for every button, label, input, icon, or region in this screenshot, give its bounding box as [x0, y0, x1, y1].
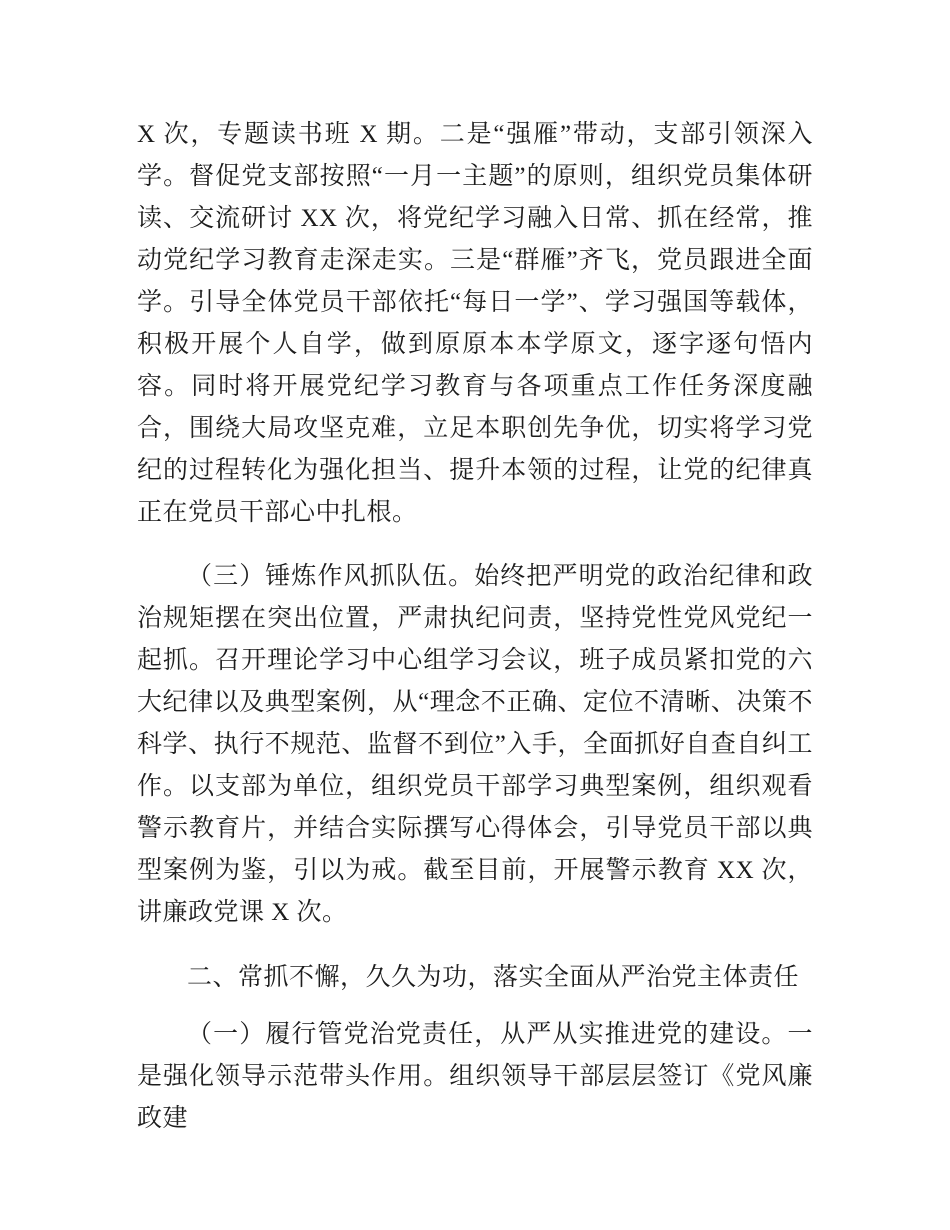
paragraph-subsection-one: （一）履行管党治党责任，从严从实推进党的建设。一是强化领导示范带头作用。组织领导干部层层签订《党风廉政建 [137, 1021, 813, 1132]
paragraph-continuation: X 次，专题读书班 X 期。二是“强雁”带动，支部引领深入学。督促党支部按照“一月一主题”的原则，组织党员集体研读、交流研讨 XX 次，将党纪学习融入日常、抓在经常，推动党纪学习教育走深走实。三是“群雁”齐飞，党员跟进全面学。引导全体党员干部依托“每日一学”、学习强国等载体，积极开展个人自学，做到原原本本学原文，逐字逐句悟内容。同时将开展党纪学习教育与各项重点工作任务深度融合，围绕大局攻坚克难，立足本职创先争优，切实将学习党纪的过程转化为强化担当、提升本领的过程，让党的纪律真正在党员干部心中扎根。 [137, 121, 813, 526]
paragraph-section-three: （三）锤炼作风抓队伍。始终把严明党的政治纪律和政治规矩摆在突出位置，严肃执纪问责，坚持党性党风党纪一起抓。召开理论学习中心组学习会议，班子成员紧扣党的六大纪律以及典型案例，从“理念不正确、定位不清晰、决策不科学、执行不规范、监督不到位”入手，全面抓好自查自纠工作。以支部为单位，组织党员干部学习典型案例，组织观看警示教育片，并结合实际撰写心得体会，引导党员干部以典型案例为鉴，引以为戒。截至目前，开展警示教育 XX 次，讲廉政党课 X 次。 [137, 563, 813, 926]
section-heading-two: 二、常抓不懈，久久为功，落实全面从严治党主体责任 [187, 964, 800, 991]
